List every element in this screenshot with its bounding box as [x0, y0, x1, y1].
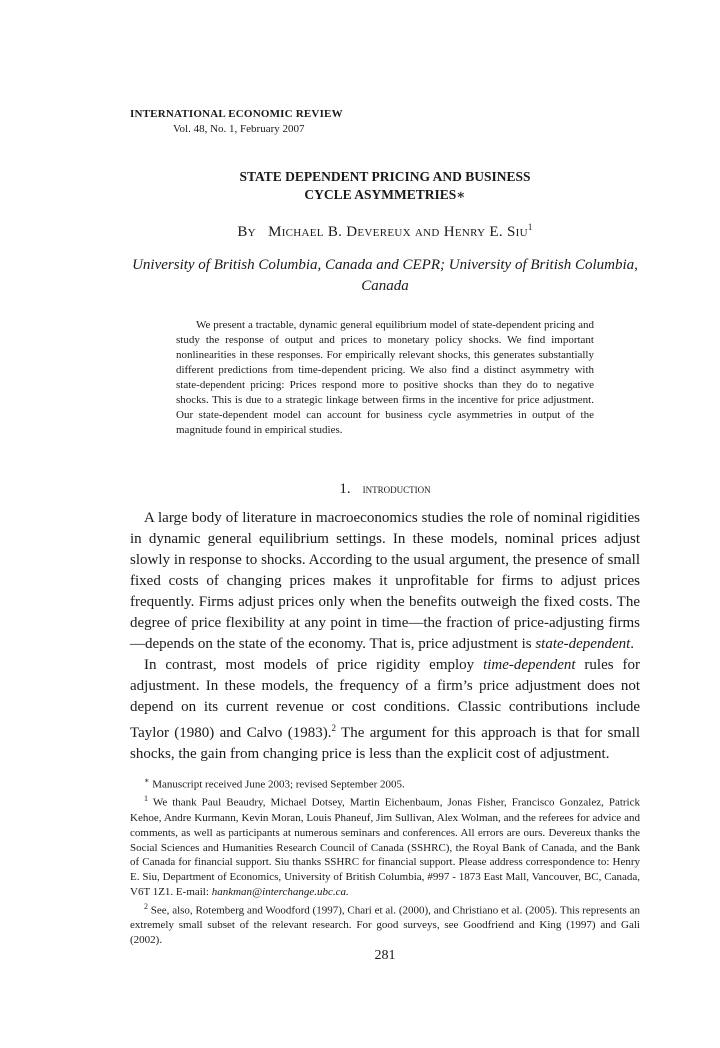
section-number: 1. — [339, 481, 351, 497]
paragraph-1-end: . — [630, 636, 635, 652]
by-label: By — [237, 224, 256, 240]
footnote-star-text: Manuscript received June 2003; revised September 2005. — [149, 778, 405, 791]
paragraph-2-text-b: rules for adjustment. In these models, the frequency of a firm’s price adjustment does not depend on its current revenue or cost conditions. Classic contributions include Taylor (1980) and Calvo (1983). — [130, 657, 640, 741]
footnote-1 — [130, 792, 640, 899]
paragraph-2-text-a: In contrast, most models of price rigidity employ — [144, 657, 484, 673]
journal-volume: Vol. 48, No. 1, February 2007 — [173, 123, 305, 135]
paragraph-2-emphasis: time-dependent — [483, 657, 576, 673]
author-1: Michael B. Devereux — [268, 224, 411, 240]
paragraph-2 — [130, 655, 640, 765]
body-text — [130, 508, 640, 765]
footnote-2-mark: 2 — [144, 901, 148, 911]
affiliation: University of British Columbia, Canada and CEPR; University of British Columbia, Canada — [132, 257, 638, 294]
title-line-1: STATE DEPENDENT PRICING AND BUSINESS — [239, 169, 531, 184]
title-line-2 — [130, 186, 640, 204]
paragraph-1 — [130, 508, 640, 655]
footnote-1-email: hankman@interchange.ubc.ca. — [211, 885, 349, 898]
abstract: We present a tractable, dynamic general equilibrium model of state-dependent pricing and study the response of output and prices to monetary policy shocks. We find important nonlinearities in these responses. For empirically relevant shocks, this generates substantially different predictions from time-dependent pricing. We also find a distinct asymmetry with state-dependent pricing: Prices respond more to positive shocks than they do to negative shocks. This is due to a strategic linkage between firms in the incentive for price adjustment. Our state-dependent model can account for business cycle asymmetries in output of the magnitude found in empirical studies. — [176, 319, 594, 436]
paragraph-1-emphasis: state-dependent — [535, 636, 631, 652]
footnote-ref-2: 2 — [331, 723, 336, 733]
footnote-1-mark: 1 — [144, 794, 148, 804]
page-number: 281 — [374, 948, 396, 963]
footnote-2 — [130, 900, 640, 948]
journal-name: INTERNATIONAL ECONOMIC REVIEW — [130, 108, 343, 120]
author-footnote-mark: 1 — [527, 222, 533, 232]
and-label: and — [414, 224, 440, 240]
footnote-star — [130, 774, 640, 792]
author-2: Henry E. Siu — [443, 224, 528, 240]
paragraph-1-text: A large body of literature in macroeconomics studies the role of nominal rigidities in dynamic general equilibrium settings. In these models, nominal prices adjust slowly in response to shocks. According to the usual argument, the presence of small fixed costs of changing prices makes it unprofitable for firms to adjust prices frequently. Firms adjust prices only when the benefits outweigh the fixed costs. The degree of price flexibility at any point in time—the fraction of price-adjusting firms—depends on the state of the economy. That is, price adjustment is — [130, 510, 640, 652]
footnotes — [130, 774, 640, 948]
paragraph-2-text-c: The argument for this approach is that for small shocks, the gain from changing price is less than the explicit cost of adjustment. — [130, 725, 640, 762]
paper-title — [130, 168, 640, 204]
footnote-2-text: See, also, Rotemberg and Woodford (1997), Chari et al. (2000), and Christiano et al. (2005). This represents an extremely small subset of the relevant research. For good surveys, see Goodfriend and King (1997) and Gali (2002). — [130, 904, 640, 946]
title-footnote-mark: ∗ — [456, 187, 466, 202]
section-heading — [130, 481, 640, 498]
footnote-star-mark: ∗ — [144, 776, 150, 785]
footnote-1-text: We thank Paul Beaudry, Michael Dotsey, Martin Eichenbaum, Jonas Fisher, Francisco Gonzalez, Patrick Kehoe, Andre Kurmann, Kevin Moran, Louis Phaneuf, Jim Sullivan, Alex Wolman, and the referees for advice and comments, as well as participants at numerous seminars and conferences. All errors are ours. Devereux thanks the Social Sciences and Humanities Research Council of Canada (SSHRC), the Royal Bank of Canada, and the Bank of Canada for financial support. Siu thanks SSHRC for financial support. Please address correspondence to: Henry E. Siu, Department of Economics, University of British Columbia, #997 - 1873 East Mall, Vancouver, BC, Canada, V6T 1Z1. E-mail: — [130, 797, 640, 898]
title-line-2-text: CYCLE ASYMMETRIES — [304, 187, 457, 202]
author-line — [130, 222, 640, 241]
section-title: introduction — [362, 481, 431, 496]
